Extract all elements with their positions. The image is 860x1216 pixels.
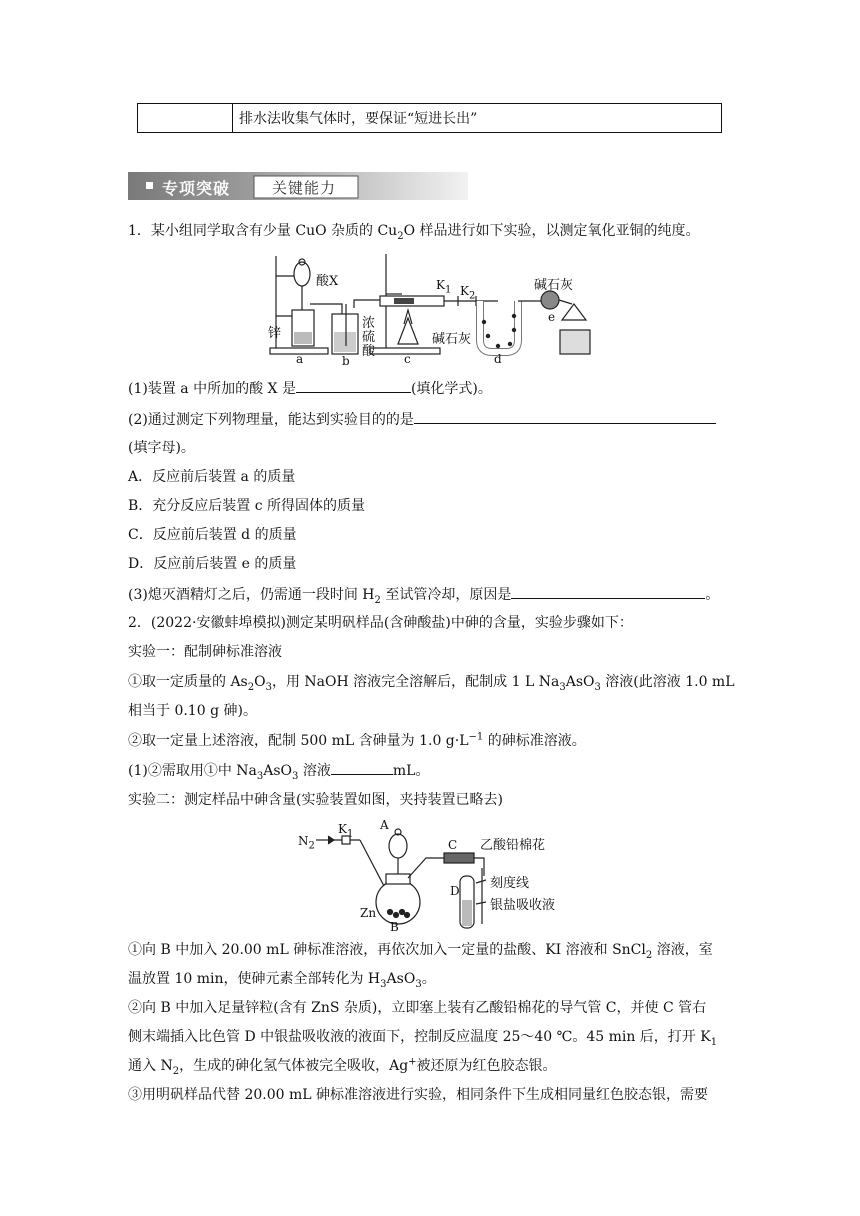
q2-step-2: ②取一定量上述溶液，配制 500 mL 含砷量为 1.0 $g\cdot L^{-1}$ 的砷标准溶液。 [128,731,586,749]
q2-experiment-2: 实验二：测定样品中砷含量(实验装置如图，夹持装置已略去) [128,792,503,808]
label-scale-line: 刻度线 [490,876,530,891]
label-B: B [390,920,399,934]
label-A: A [380,818,389,832]
label-silver-absorbent: 银盐吸收液 [490,898,556,913]
q1-option-c: C．反应前后装置 d 的质量 [128,527,297,543]
q1-intro: 1．某小组同学取含有少量 CuO 杂质的 $Cu_2O$ 样品进行如下实验，以测定氧化亚铜的纯度。 [128,223,700,242]
table-row [138,104,722,133]
label-c: c [404,352,411,366]
q1-part1: (1)装置 a 中所加的酸 X 是 (填化学式)。 [128,378,492,399]
q2-exp2-step-2-end: 通入 $N_2$，生成的砷化氢气体被完全吸收，Ag+被还原为红色胶态银。 [128,1056,557,1077]
q2-step-1-cont: 相当于 0.10 g 砷)。 [128,703,257,719]
table-cell-text: 排水法收集气体时，要保证“短进长出” [233,104,722,133]
apparatus-figure-1 [262,248,602,368]
apparatus-drawing-1 [262,248,602,368]
summary-table [137,103,722,133]
label-a: a [296,352,304,366]
label-b: b [342,354,350,368]
label-k1-fig2: $K_1$ [338,822,354,840]
label-Zn: Zn [360,906,377,920]
label-D: D [450,884,460,898]
q1-part3: (3)熄灭酒精灯之后，仍需通一段时间 $H_2$ 至试管冷却，原因是 。 [128,584,719,605]
q2-exp2-step-2-cont: 侧末端插入比色管 D 中银盐吸收液的液面下，控制反应温度 25～40 ℃。45 min 后，打开 $K_1$ [128,1029,718,1048]
q2-exp2-step-1-cont: 温放置 10 min，使砷元素全部转化为 $H_3AsO_3$。 [128,971,436,990]
section-banner [128,172,468,200]
label-soda-lime-top: 碱石灰 [534,278,574,293]
banner-subtitle: 关键能力 [272,179,337,197]
label-conc-3: 酸 [362,344,376,359]
label-soda-lime-mid: 碱石灰 [432,332,472,347]
table-cell-empty [138,104,233,133]
label-k1: $K_1$ [436,278,452,296]
banner-title: 专项突破 [162,179,231,198]
label-acid-x: 酸X [316,274,339,289]
label-zinc: 锌 [268,326,282,341]
label-conc-1: 浓 [362,316,376,331]
label-n2: $N_2$ [298,834,315,852]
q2-step-1: ①取一定质量的 $As_2O_3$，用 NaOH 溶液完全溶解后，配制成 1 L $Na_3AsO_3$ 溶液(此溶液 1.0 mL [128,674,735,693]
label-C: C [448,838,458,852]
label-e: e [548,310,556,324]
label-conc-2: 硫 [362,330,376,345]
q2-exp2-step-2: ②向 B 中加入足量锌粒(含有 ZnS 杂质)，立即塞上装有乙酸铅棉花的导气管 C，并使 C 管右 [128,1000,707,1016]
q2-exp2-step-1: ①向 B 中加入 20.00 mL 砷标准溶液，再依次加入一定量的盐酸、KI 溶液和 SnCl$_2$ 溶液，室 [128,942,713,961]
q1-option-b: B．充分反应后装置 c 所得固体的质量 [128,498,366,514]
q2-part1: (1)②需取用①中 $Na_3AsO_3$ 溶液 mL。 [128,760,429,781]
q1-part2: (2)通过测定下列物理量，能达到实验目的的是 [128,409,716,430]
q1-option-d: D．反应前后装置 e 的质量 [128,556,297,572]
label-k2: $K_2$ [460,284,476,302]
label-lead-acetate-cotton: 乙酸铅棉花 [480,838,546,853]
q2-exp2-step-3: ③用明矾样品代替 20.00 mL 砷标准溶液进行实验，相同条件下生成相同量红色胶态银，需要 [128,1087,708,1103]
q2-experiment-1: 实验一：配制砷标准溶液 [128,644,282,660]
q1-part2-end: (填字母)。 [128,440,195,456]
label-d: d [494,352,502,366]
q1-option-a: A．反应前后装置 a 的质量 [128,469,296,485]
q2-intro: 2．(2022·安徽蚌埠模拟)测定某明矾样品(含砷酸盐)中砷的含量，实验步骤如下： [128,615,633,631]
apparatus-figure-2 [294,816,584,934]
